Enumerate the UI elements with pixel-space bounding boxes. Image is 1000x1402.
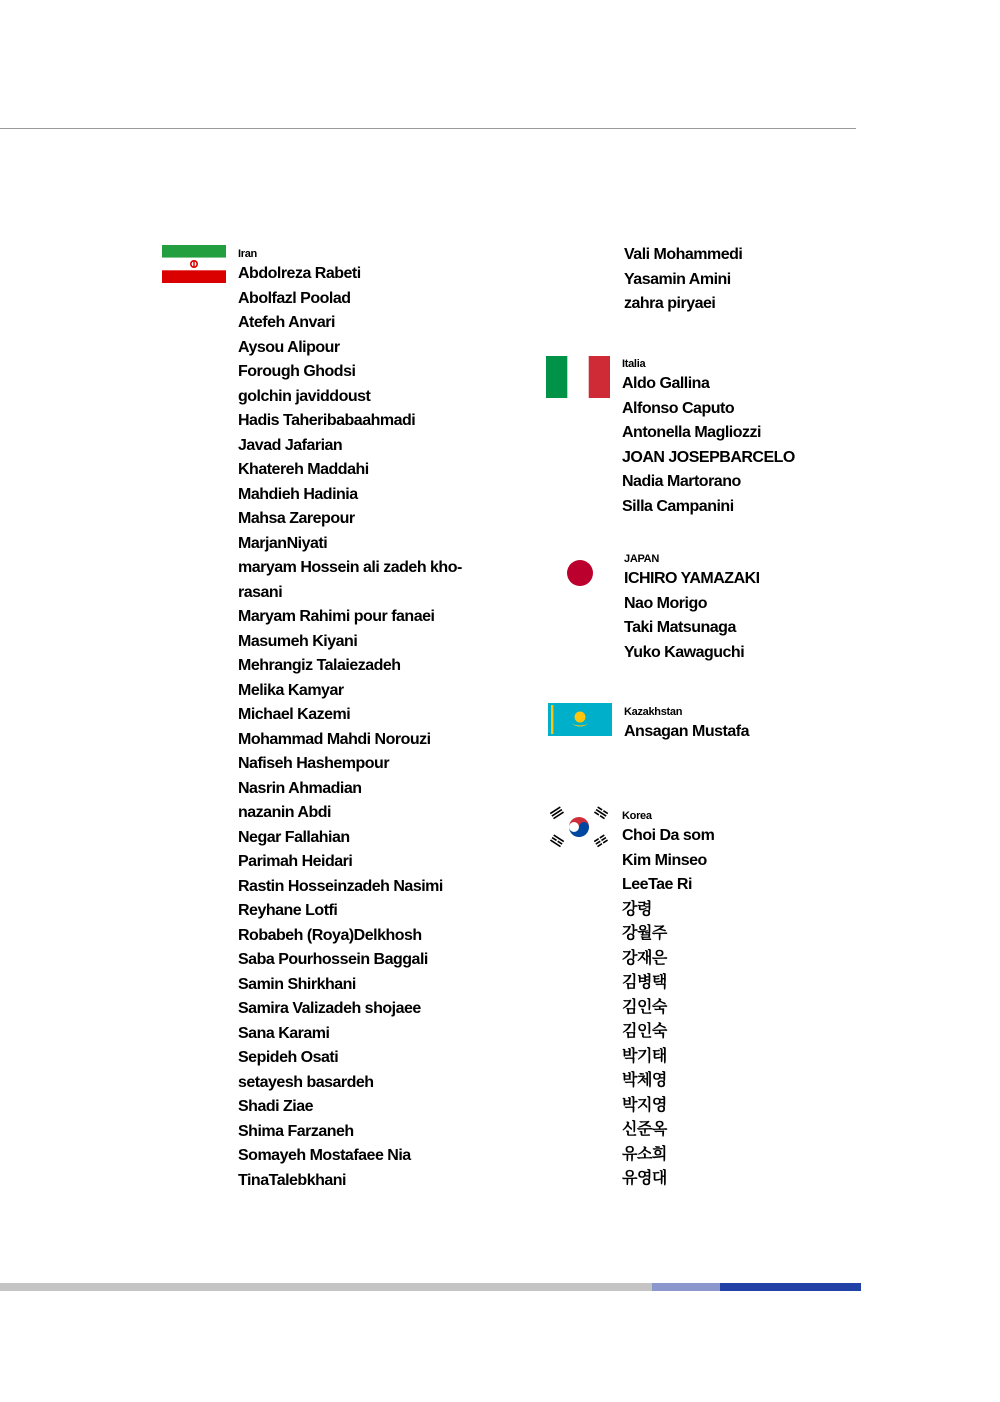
list-item: Yuko Kawaguchi xyxy=(624,643,745,661)
list-item: Alfonso Caputo xyxy=(622,399,735,417)
list-item: Taki Matsunaga xyxy=(624,619,736,636)
list-item: setayesh basardeh xyxy=(238,1073,374,1091)
list-item: Mahsa Zarepour xyxy=(238,510,355,527)
list-item: Yasamin Amini xyxy=(624,270,731,288)
list-item: 강령 xyxy=(622,900,652,918)
names-list-kazakhstan xyxy=(624,720,749,745)
list-item: Mahdieh Hadinia xyxy=(238,485,358,503)
list-item: rasani xyxy=(238,583,283,601)
list-item: Vali Mohammedi xyxy=(624,246,743,263)
names-list-japan xyxy=(624,567,760,665)
country-name-iran: Iran xyxy=(238,248,257,260)
header-rule xyxy=(0,128,856,129)
list-item: Abdolreza Rabeti xyxy=(238,265,361,282)
list-item: Nasrin Ahmadian xyxy=(238,779,362,797)
list-item: Aldo Gallina xyxy=(622,375,710,392)
list-item: Parimah Heidari xyxy=(238,853,353,870)
list-item: maryam Hossein ali zadeh kho- xyxy=(238,559,462,576)
list-item: ICHIRO YAMAZAKI xyxy=(624,570,760,587)
list-item: 신준옥 xyxy=(622,1121,667,1138)
names-list-iran-continued xyxy=(624,243,742,317)
list-item: Mehrangiz Talaiezadeh xyxy=(238,657,401,674)
italy-flag-icon xyxy=(546,356,610,398)
list-item: 유영대 xyxy=(622,1170,667,1187)
list-item: nazanin Abdi xyxy=(238,804,331,821)
list-item: Samin Shirkhani xyxy=(238,975,356,993)
country-block-iran-continued xyxy=(624,243,742,317)
list-item: 박지영 xyxy=(622,1096,667,1114)
country-name-korea: Korea xyxy=(622,810,652,822)
country-block-iran xyxy=(238,248,462,1193)
list-item: 박기태 xyxy=(622,1047,667,1065)
list-item: Shadi Ziae xyxy=(238,1098,314,1115)
list-item: Aysou Alipour xyxy=(238,338,340,356)
footer-bar-gray xyxy=(0,1283,652,1291)
list-item: Nao Morigo xyxy=(624,594,707,612)
list-item: Samira Valizadeh shojaee xyxy=(238,1000,421,1017)
list-item: Kim Minseo xyxy=(622,851,707,869)
footer-bar-lightblue xyxy=(652,1283,720,1291)
list-item: Maryam Rahimi pour fanaei xyxy=(238,608,435,625)
list-item: MarjanNiyati xyxy=(238,534,328,552)
list-item: Nafiseh Hashempour xyxy=(238,755,390,772)
iran-flag-icon xyxy=(162,245,226,283)
korea-flag-icon xyxy=(549,804,609,850)
list-item: Shima Farzaneh xyxy=(238,1122,354,1140)
list-item: Masumeh Kiyani xyxy=(238,632,358,650)
list-item: Somayeh Mostafaee Nia xyxy=(238,1147,411,1164)
japan-flag-icon xyxy=(564,557,596,589)
list-item: 김병택 xyxy=(622,974,667,991)
names-list-italia xyxy=(622,372,795,519)
list-item: Negar Fallahian xyxy=(238,828,350,846)
list-item: Hadis Taheribabaahmadi xyxy=(238,412,416,429)
list-item: 김인숙 xyxy=(622,1023,667,1040)
country-name-kazakhstan: Kazakhstan xyxy=(624,706,683,718)
country-block-korea xyxy=(622,810,714,1192)
list-item: Mohammad Mahdi Norouzi xyxy=(238,730,431,748)
list-item: zahra piryaei xyxy=(624,295,716,312)
list-item: Michael Kazemi xyxy=(238,706,351,723)
kazakhstan-flag-icon xyxy=(548,703,612,736)
list-item: 강재은 xyxy=(622,949,667,967)
names-list-korea xyxy=(622,824,714,1192)
list-item: 박체영 xyxy=(622,1072,667,1089)
list-item: Saba Pourhossein Baggali xyxy=(238,951,428,968)
list-item: LeeTae Ri xyxy=(622,876,692,893)
list-item: Rastin Hosseinzadeh Nasimi xyxy=(238,877,443,895)
list-item: Atefeh Anvari xyxy=(238,314,335,331)
list-item: Javad Jafarian xyxy=(238,436,343,454)
list-item: Silla Campanini xyxy=(622,497,734,515)
list-item: Forough Ghodsi xyxy=(238,363,356,380)
country-block-kazakhstan xyxy=(624,706,749,745)
list-item: Nadia Martorano xyxy=(622,473,741,490)
country-block-japan xyxy=(624,553,760,665)
list-item: Reyhane Lotfi xyxy=(238,902,338,919)
list-item: TinaTalebkhani xyxy=(238,1171,346,1189)
list-item: Melika Kamyar xyxy=(238,681,344,699)
list-item: Robabeh (Roya)Delkhosh xyxy=(238,926,422,944)
list-item: Abolfazl Poolad xyxy=(238,289,351,307)
list-item: 유소희 xyxy=(622,1145,667,1163)
footer-bar-blue xyxy=(720,1283,861,1291)
list-item: Ansagan Mustafa xyxy=(624,723,749,740)
country-name-italia: Italia xyxy=(622,358,646,370)
list-item: 김인숙 xyxy=(622,998,667,1016)
country-block-italia xyxy=(622,358,795,519)
country-name-japan: JAPAN xyxy=(624,553,659,565)
list-item: JOAN JOSEPBARCELO xyxy=(622,448,795,466)
list-item: Sana Karami xyxy=(238,1024,330,1042)
list-item: Khatereh Maddahi xyxy=(238,461,369,478)
list-item: Sepideh Osati xyxy=(238,1049,339,1066)
list-item: Choi Da som xyxy=(622,827,715,844)
names-list-iran xyxy=(238,262,462,1193)
list-item: golchin javiddoust xyxy=(238,387,371,405)
list-item: 강월주 xyxy=(622,925,667,942)
list-item: Antonella Magliozzi xyxy=(622,424,761,441)
